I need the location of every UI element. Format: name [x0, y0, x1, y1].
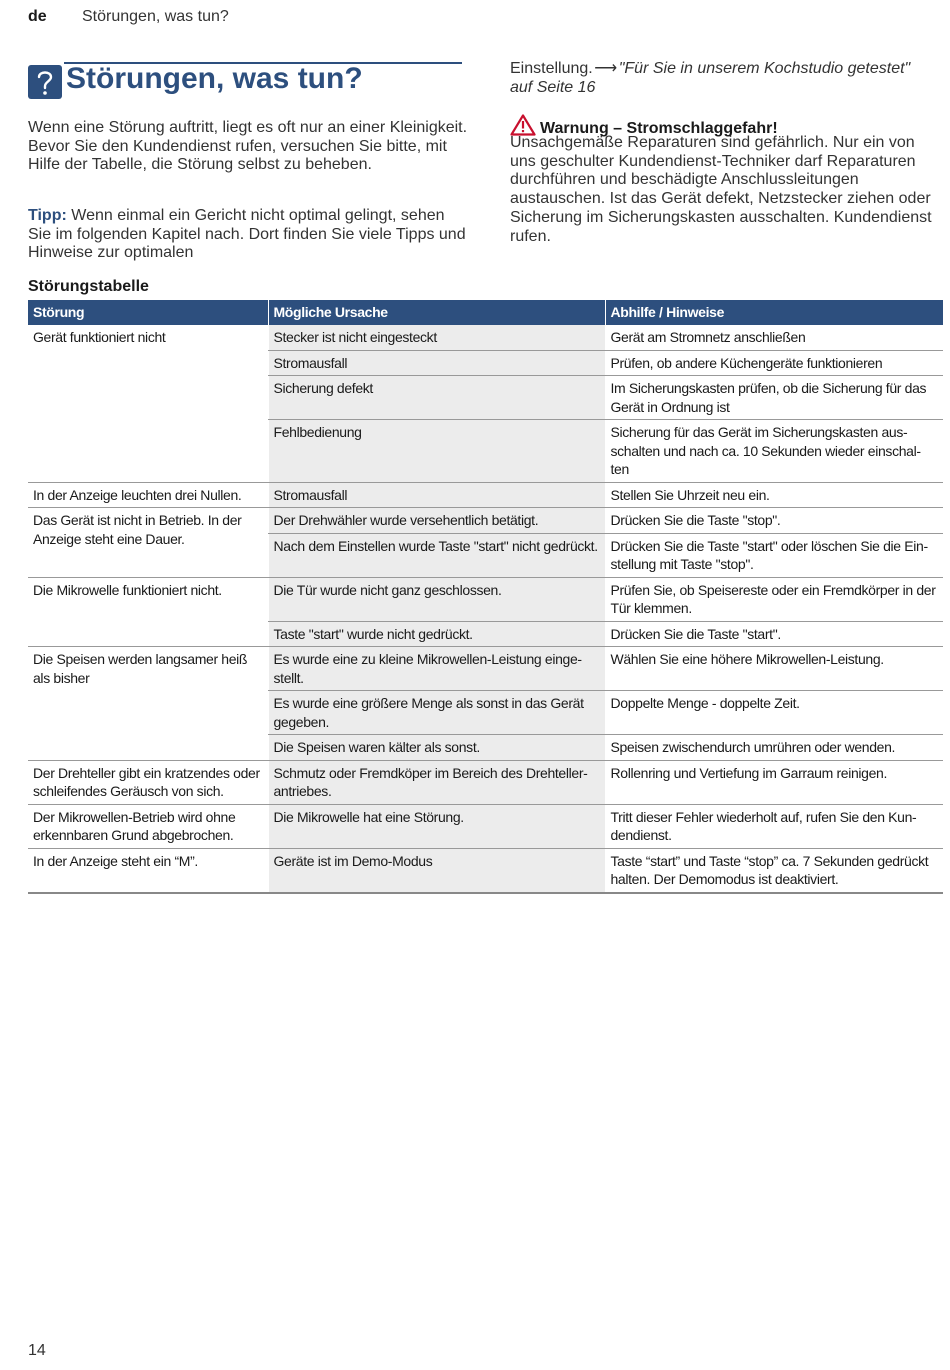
cause-cell: Sicherung defekt: [268, 376, 605, 420]
table-row: [28, 482, 943, 508]
remedy-cell: Prüfen, ob andere Küchengeräte funktionieren: [605, 350, 943, 376]
tip-text: Wenn einmal ein Gericht nicht optimal gelingt, sehen Sie im folgenden Kapitel nach. Dort finden Sie viele Tipps und Hinweise zur optimalen: [28, 207, 466, 261]
remedy-cell: Rollenring und Vertiefung im Garraum reinigen.: [605, 760, 943, 804]
remedy-cell: Doppelte Menge - doppelte Zeit.: [605, 691, 943, 735]
fault-cell: Die Speisen werden langsamer heiß als bisher: [28, 647, 268, 761]
table-header-row: [28, 300, 943, 325]
header-lang: de: [28, 8, 47, 25]
chapter-title-block: [28, 62, 462, 100]
table-row: [28, 508, 943, 534]
warning-text: Unsachgemäße Reparaturen sind gefährlich. Nur ein von uns geschulter Kundendienst-Techniker darf Reparaturen durchführen und beschädigte Anschlussleitungen austauschen. Ist das Gerät defekt, Netzstecker ziehen oder Sicherung im Sicherungskasten ausschalten. Kundendienst rufen.: [510, 134, 932, 245]
fault-cell: In der Anzeige leuchten drei Nullen.: [28, 482, 268, 508]
remedy-cell: Wählen Sie eine höhere Mikrowellen-Leistung.: [605, 647, 943, 691]
fault-cell: Das Gerät ist nicht in Betrieb. In der Anzeige steht eine Dauer.: [28, 508, 268, 578]
remedy-cell: Taste “start” und Taste “stop” ca. 7 Sekunden gedrückt halten. Der Demomodus ist deaktiviert.: [605, 848, 943, 893]
fault-cell: Die Mikrowelle funktioniert nicht.: [28, 577, 268, 647]
remedy-cell: Drücken Sie die Taste "start".: [605, 621, 943, 647]
remedy-cell: Sicherung für das Gerät im Sicherungskasten aus-schalten und nach ca. 10 Sekunden wieder einschal-ten: [605, 420, 943, 483]
cause-cell: Der Drehwähler wurde versehentlich betätigt.: [268, 508, 605, 534]
remedy-cell: Drücken Sie die Taste "stop".: [605, 508, 943, 534]
header-remedy: Abhilfe / Hinweise: [605, 300, 943, 325]
question-icon: [28, 65, 62, 99]
cause-cell: Geräte ist im Demo-Modus: [268, 848, 605, 893]
fault-cell: Gerät funktioniert nicht: [28, 325, 268, 482]
tip-cont: Einstellung.: [510, 60, 593, 77]
cause-cell: Taste "start" wurde nicht gedrückt.: [268, 621, 605, 647]
remedy-cell: Stellen Sie Uhrzeit neu ein.: [605, 482, 943, 508]
intro-paragraph: Wenn eine Störung auftritt, liegt es oft nur an einer Kleinigkeit. Bevor Sie den Kundendienst rufen, versuchen Sie bitte, mit Hilfe der Tabelle, die Störung selbst zu beheben.: [28, 119, 468, 173]
fault-cell: Der Drehteller gibt ein kratzendes oder schleifendes Geräusch von sich.: [28, 760, 268, 804]
remedy-cell: Gerät am Stromnetz anschließen: [605, 325, 943, 350]
tip-label: Tipp:: [28, 207, 67, 224]
fault-cell: In der Anzeige steht ein “M”.: [28, 848, 268, 893]
table-row: [28, 760, 943, 804]
fault-table: [28, 300, 943, 894]
cause-cell: Die Mikrowelle hat eine Störung.: [268, 804, 605, 848]
table-row: [28, 325, 943, 350]
cross-reference-link[interactable]: "Für Sie in unserem Kochstudio getestet" auf Seite 16: [510, 60, 911, 96]
page-title: Störungen, was tun?: [66, 62, 363, 95]
tip-continuation: [510, 60, 930, 97]
cause-cell: Stecker ist nicht eingesteckt: [268, 325, 605, 350]
warning-title: Warnung – Stromschlaggefahr!: [540, 120, 778, 137]
remedy-cell: Prüfen Sie, ob Speisereste oder ein Fremdkörper in der Tür klemmen.: [605, 577, 943, 621]
cause-cell: Stromausfall: [268, 482, 605, 508]
cause-cell: Die Tür wurde nicht ganz geschlossen.: [268, 577, 605, 621]
cause-cell: Die Speisen waren kälter als sonst.: [268, 735, 605, 761]
header-section: Störungen, was tun?: [82, 8, 229, 25]
cause-cell: Fehlbedienung: [268, 420, 605, 483]
remedy-cell: Drücken Sie die Taste "start" oder löschen Sie die Ein-stellung mit Taste "stop".: [605, 533, 943, 577]
remedy-cell: Speisen zwischendurch umrühren oder wenden.: [605, 735, 943, 761]
cause-cell: Schmutz oder Fremdköper im Bereich des Drehteller-antriebes.: [268, 760, 605, 804]
remedy-cell: Im Sicherungskasten prüfen, ob die Sicherung für das Gerät in Ordnung ist: [605, 376, 943, 420]
header-cause: Mögliche Ursache: [268, 300, 605, 325]
table-row: [28, 577, 943, 621]
fault-cell: Der Mikrowellen-Betrieb wird ohne erkennbaren Grund abgebrochen.: [28, 804, 268, 848]
cause-cell: Stromausfall: [268, 350, 605, 376]
page-number: 14: [28, 1342, 46, 1359]
tip-paragraph: [28, 207, 468, 263]
cause-cell: Nach dem Einstellen wurde Taste "start" nicht gedrückt.: [268, 533, 605, 577]
table-row: [28, 804, 943, 848]
table-row: [28, 848, 943, 893]
remedy-cell: Tritt dieser Fehler wiederholt auf, rufen Sie den Kun-dendienst.: [605, 804, 943, 848]
cause-cell: Es wurde eine größere Menge als sonst in das Gerät gegeben.: [268, 691, 605, 735]
cause-cell: Es wurde eine zu kleine Mikrowellen-Leistung einge-stellt.: [268, 647, 605, 691]
arrow-right-icon: ⟶: [594, 60, 618, 77]
table-row: [28, 647, 943, 691]
header-fault: Störung: [28, 300, 268, 325]
table-title: Störungstabelle: [28, 278, 149, 295]
